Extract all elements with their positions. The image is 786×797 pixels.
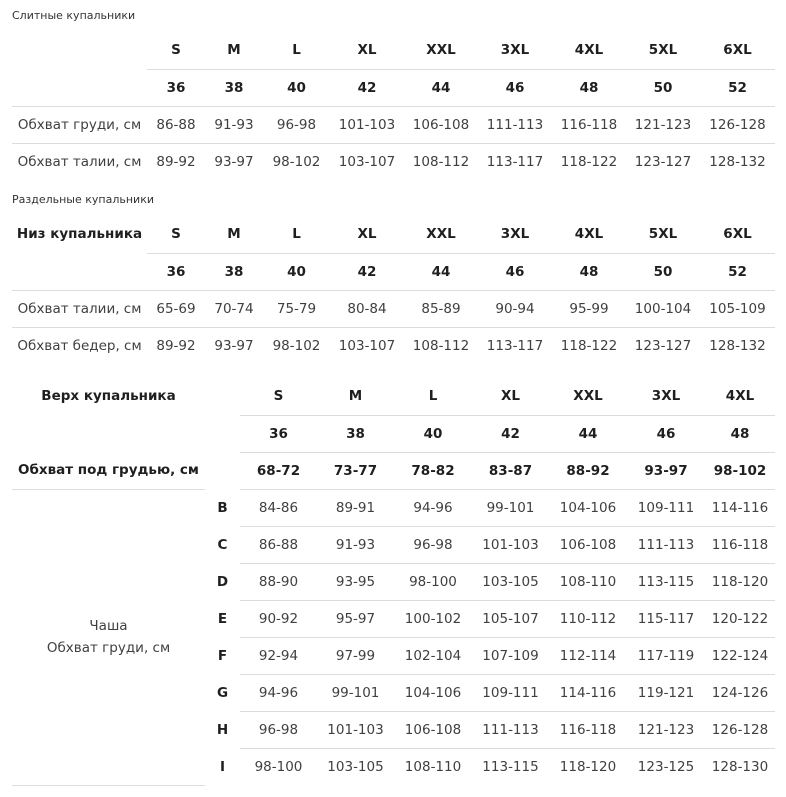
value-cell: 100-104 (626, 290, 700, 327)
value-cell: 90-94 (478, 290, 552, 327)
measurement-row (12, 143, 775, 180)
cup-letter: H (216, 721, 229, 738)
cup-label-line-2: Обхват груди, см (46, 640, 171, 656)
value-cell: 91-93 (205, 106, 263, 143)
value-cell: 116-118 (705, 526, 775, 563)
value-cell: 115-117 (627, 600, 705, 637)
size-letter-cell: S (240, 377, 317, 415)
value-cell: 113-115 (627, 563, 705, 600)
value-cell: 88-90 (240, 563, 317, 600)
size-ru-row (12, 253, 775, 290)
value-cell: 108-112 (412, 153, 470, 170)
underbust-cell: 73-77 (317, 452, 394, 489)
value-cell: 116-118 (549, 711, 627, 748)
value-cell: 104-106 (549, 489, 627, 526)
value-cell: 95-99 (552, 290, 626, 327)
value-cell: 114-116 (705, 489, 775, 526)
size-ru-cell: 36 (147, 69, 205, 106)
size-ru-cell: 42 (472, 415, 549, 452)
size-ru-cell: 44 (404, 253, 478, 290)
value-cell: 95-97 (317, 600, 394, 637)
value-cell: 114-116 (549, 674, 627, 711)
value-cell: 94-96 (394, 489, 472, 526)
value-cell: 89-91 (317, 489, 394, 526)
size-letter-cell: 5XL (626, 31, 700, 69)
value-cell: 103-105 (327, 758, 384, 775)
size-letter-cell: L (394, 377, 472, 415)
size-letter-cell: XXL (404, 31, 478, 69)
size-letter-cell: XXL (549, 377, 627, 415)
value-cell: 65-69 (147, 290, 205, 327)
size-letter-row (12, 215, 775, 253)
value-cell: 103-107 (338, 337, 396, 354)
underbust-cell: 88-92 (549, 452, 627, 489)
cup-letter: C (217, 536, 228, 553)
value-cell: 101-103 (330, 106, 404, 143)
value-cell: 101-103 (317, 711, 394, 748)
value-cell: 96-98 (263, 106, 330, 143)
value-cell: 109-111 (627, 489, 705, 526)
size-ru-cell: 52 (700, 253, 775, 290)
cup-letter: E (217, 610, 228, 627)
value-cell: 111-113 (478, 106, 552, 143)
size-letter-cell: 3XL (478, 215, 552, 253)
value-cell: 101-103 (472, 526, 549, 563)
size-letter-cell: L (263, 31, 330, 69)
size-ru-cell: 46 (478, 69, 552, 106)
size-ru-cell: 52 (700, 69, 775, 106)
value-cell: 103-107 (338, 153, 396, 170)
value-cell: 98-100 (254, 758, 303, 775)
value-cell: 99-101 (317, 674, 394, 711)
cup-label (12, 489, 205, 785)
size-ru-cell: 36 (240, 415, 317, 452)
value-cell: 93-95 (317, 563, 394, 600)
value-cell: 102-104 (394, 637, 472, 674)
size-letter-cell: 3XL (627, 377, 705, 415)
size-letter-cell: 4XL (705, 377, 775, 415)
cup-letter: D (216, 573, 229, 590)
size-letter-cell: S (147, 215, 205, 253)
value-cell: 116-118 (552, 106, 626, 143)
value-cell: 100-102 (394, 600, 472, 637)
size-ru-cell: 40 (394, 415, 472, 452)
value-cell: 94-96 (240, 674, 317, 711)
value-cell: 109-111 (472, 674, 549, 711)
value-cell: 108-110 (404, 758, 462, 775)
value-cell: 86-88 (240, 526, 317, 563)
value-cell: 126-128 (705, 711, 775, 748)
size-letter-cell: 6XL (700, 31, 775, 69)
two-piece-title: Раздельные купальники (12, 193, 154, 206)
corner-cell (12, 69, 147, 106)
size-ru-cell: 38 (205, 253, 263, 290)
size-letter-cell: 3XL (478, 31, 552, 69)
size-ru-cell: 40 (263, 253, 330, 290)
value-cell: 90-92 (240, 600, 317, 637)
value-cell: 70-74 (205, 290, 263, 327)
spacer-cell (205, 377, 240, 415)
size-letter-cell: 4XL (552, 31, 626, 69)
value-cell: 85-89 (404, 290, 478, 327)
size-letter-cell: M (205, 215, 263, 253)
size-ru-cell: 48 (552, 69, 626, 106)
value-cell: 128-132 (709, 337, 766, 354)
size-ru-cell: 36 (147, 253, 205, 290)
underbust-cell: 98-102 (705, 452, 775, 489)
size-letter-cell: XL (330, 215, 404, 253)
size-ru-cell: 48 (552, 253, 626, 290)
underbust-cell: 93-97 (627, 452, 705, 489)
value-cell: 118-120 (705, 563, 775, 600)
value-cell: 107-109 (472, 637, 549, 674)
value-cell: 93-97 (214, 337, 254, 354)
size-letter-row (12, 31, 775, 69)
value-cell: 96-98 (240, 711, 317, 748)
underbust-row (12, 452, 775, 489)
value-cell: 110-112 (549, 600, 627, 637)
underbust-cell: 83-87 (472, 452, 549, 489)
value-cell: 111-113 (472, 711, 549, 748)
size-ru-cell: 42 (330, 69, 404, 106)
measurement-row (12, 290, 775, 327)
underbust-label: Обхват под грудью, см (12, 452, 205, 489)
value-cell: 122-124 (705, 637, 775, 674)
size-ru-row (12, 69, 775, 106)
size-ru-cell: 48 (705, 415, 775, 452)
value-cell: 128-130 (711, 758, 769, 775)
value-cell: 123-125 (637, 758, 695, 775)
corner-cell (12, 31, 147, 69)
value-cell: 128-132 (709, 153, 766, 170)
top-header: Верх купальника (41, 388, 176, 404)
size-ru-row (12, 415, 775, 452)
size-letter-row (12, 377, 775, 415)
value-cell: 106-108 (394, 711, 472, 748)
value-cell: 96-98 (394, 526, 472, 563)
value-cell: 118-120 (559, 758, 617, 775)
size-ru-cell: 38 (317, 415, 394, 452)
size-ru-cell: 50 (626, 69, 700, 106)
size-letter-cell: XL (330, 31, 404, 69)
bottom-size-table (12, 215, 775, 364)
size-letter-cell: M (317, 377, 394, 415)
size-letter-cell: XXL (404, 215, 478, 253)
value-cell: 112-114 (549, 637, 627, 674)
size-letter-cell: L (263, 215, 330, 253)
value-cell: 89-92 (156, 153, 196, 170)
value-cell: 97-99 (317, 637, 394, 674)
size-ru-cell: 38 (205, 69, 263, 106)
value-cell: 126-128 (700, 106, 775, 143)
value-cell: 113-115 (482, 758, 539, 775)
value-cell: 121-123 (627, 711, 705, 748)
value-cell: 119-121 (627, 674, 705, 711)
value-cell: 118-122 (560, 337, 618, 354)
size-ru-cell: 50 (626, 253, 700, 290)
value-cell: 111-113 (627, 526, 705, 563)
row-label: Обхват талии, см (17, 153, 142, 170)
top-size-table (12, 377, 775, 786)
value-cell: 106-108 (404, 106, 478, 143)
size-letter-cell: 4XL (552, 215, 626, 253)
size-letter-cell: XL (472, 377, 549, 415)
value-cell: 75-79 (263, 290, 330, 327)
value-cell: 117-119 (627, 637, 705, 674)
value-cell: 103-105 (472, 563, 549, 600)
size-letter-cell: 6XL (700, 215, 775, 253)
size-ru-cell: 42 (330, 253, 404, 290)
value-cell: 98-102 (272, 337, 321, 354)
size-ru-cell: 40 (263, 69, 330, 106)
size-ru-cell: 46 (478, 253, 552, 290)
value-cell: 99-101 (472, 489, 549, 526)
corner-cell (12, 415, 205, 452)
size-letter-cell: M (205, 31, 263, 69)
size-letter-cell: 5XL (626, 215, 700, 253)
underbust-cell: 68-72 (240, 452, 317, 489)
one-piece-size-table (12, 31, 775, 180)
value-cell: 89-92 (156, 337, 196, 354)
value-cell: 105-109 (700, 290, 775, 327)
bottom-header: Низ купальника (16, 226, 143, 242)
size-ru-cell: 44 (549, 415, 627, 452)
value-cell: 84-86 (240, 489, 317, 526)
size-letter-cell: S (147, 31, 205, 69)
value-cell: 108-110 (549, 563, 627, 600)
cup-letter: I (219, 758, 226, 775)
cup-letter: B (217, 499, 228, 516)
value-cell: 80-84 (330, 290, 404, 327)
value-cell: 120-122 (705, 600, 775, 637)
value-cell: 123-127 (634, 153, 692, 170)
underbust-cell: 78-82 (394, 452, 472, 489)
size-ru-cell: 46 (627, 415, 705, 452)
value-cell: 124-126 (705, 674, 775, 711)
value-cell: 93-97 (214, 153, 254, 170)
value-cell: 105-107 (472, 600, 549, 637)
cup-row (12, 489, 775, 526)
spacer-cell (205, 415, 240, 452)
value-cell: 118-122 (560, 153, 618, 170)
one-piece-title: Слитные купальники (12, 9, 136, 22)
value-cell: 86-88 (147, 106, 205, 143)
row-label: Обхват груди, см (12, 106, 147, 143)
measurement-row (12, 106, 775, 143)
corner-cell (12, 253, 147, 290)
value-cell: 108-112 (412, 337, 470, 354)
cup-letter: F (217, 647, 228, 664)
value-cell: 104-106 (394, 674, 472, 711)
spacer-cell (205, 452, 240, 489)
value-cell: 98-100 (394, 563, 472, 600)
cup-letter: G (216, 684, 229, 701)
value-cell: 92-94 (240, 637, 317, 674)
value-cell: 106-108 (549, 526, 627, 563)
measurement-row (12, 327, 775, 364)
cup-label-line-1: Чаша (89, 618, 128, 634)
value-cell: 113-117 (486, 153, 544, 170)
value-cell: 123-127 (634, 337, 692, 354)
value-cell: 91-93 (317, 526, 394, 563)
row-label: Обхват бедер, см (17, 337, 142, 354)
size-ru-cell: 44 (404, 69, 478, 106)
row-label: Обхват талии, см (12, 290, 147, 327)
value-cell: 113-117 (486, 337, 544, 354)
value-cell: 98-102 (272, 153, 321, 170)
value-cell: 121-123 (626, 106, 700, 143)
